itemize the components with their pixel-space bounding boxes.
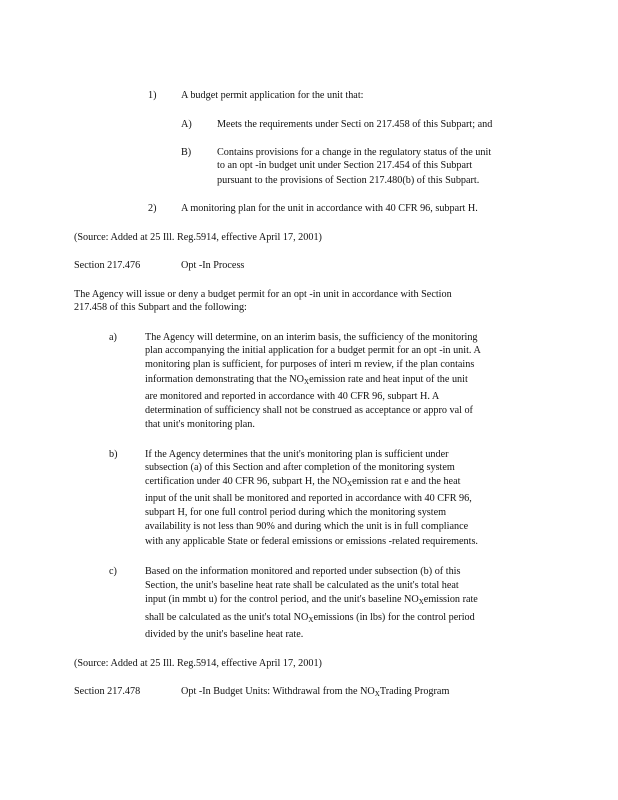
para-b-line-7: with any applicable State or federal emissions or emissions -related requirements.: [145, 536, 478, 547]
para-a-line-5: are monitored and reported in accordance with 40 CFR 96, subpart H. A: [145, 391, 440, 402]
para-b-line-5: subpart H, for one full control period during which the monitoring system: [145, 507, 447, 518]
item-1-text: A budget permit application for the unit that:: [181, 90, 364, 101]
para-b-line-4: input of the unit shall be monitored and reported in accordance with 40 CFR 96,: [145, 493, 472, 504]
para-a-number: a): [109, 332, 117, 343]
para-a-line-4: information demonstrating that the $NO_Xemission$ rate and heat input of the unit: [145, 374, 468, 386]
section-476-number: Section 217.476: [74, 260, 141, 271]
item-2-text: A monitoring plan for the unit in accordance with 40 CFR 96, subpart H.: [181, 203, 478, 214]
item-1b-number: B): [181, 147, 192, 158]
para-c-number: c): [109, 566, 117, 577]
para-b-line-6: availability is not less than 90% and during which the unit is in full compliance: [145, 521, 469, 532]
para-b-line-3: certification under 40 CFR 96, subpart H, the $NO_Xemission$ rat e and the heat: [145, 476, 461, 488]
para-b-line-1: If the Agency determines that the unit's monitoring plan is sufficient under: [145, 449, 449, 460]
section-478-title: Opt -In Budget Units: Withdrawal from the $NO_XTrading$ Program: [181, 686, 450, 698]
para-c-line-1: Based on the information monitored and reported under subsection (b) of this: [145, 566, 461, 577]
intro-line-1: The Agency will issue or deny a budget permit for an opt -in unit in accordance with Section: [74, 289, 452, 300]
para-c-line-5: divided by the unit's baseline heat rate.: [145, 629, 304, 640]
item-1a-text: Meets the requirements under Secti on 217.458 of this Subpart; and: [217, 119, 493, 130]
item-1b-line-3: pursuant to the provisions of Section 217.480(b) of this Subpart.: [217, 175, 480, 186]
para-a-line-2: plan accompanying the initial application for a budget permit for an opt -in unit. A: [145, 345, 481, 356]
section-478-number: Section 217.478: [74, 686, 141, 697]
source-note-2: (Source: Added at 25 Ill. Reg.5914, effective April 17, 2001): [74, 658, 322, 669]
item-1b-line-1: Contains provisions for a change in the regulatory status of the unit: [217, 147, 492, 158]
item-1b-line-2: to an opt -in budget unit under Section 217.454 of this Subpart: [217, 160, 473, 171]
para-a-line-1: The Agency will determine, on an interim basis, the sufficiency of the monitoring: [145, 332, 478, 343]
section-476-title: Opt -In Process: [181, 260, 245, 271]
para-c-line-2: Section, the unit's baseline heat rate shall be calculated as the unit's total heat: [145, 580, 459, 591]
source-note-1: (Source: Added at 25 Ill. Reg.5914, effective April 17, 2001): [74, 232, 322, 243]
para-c-line-3: input (in mmbt u) for the control period, and the unit's baseline $NO_Xemission$ rate: [145, 594, 478, 606]
item-1a-number: A): [181, 119, 192, 130]
para-b-line-2: subsection (a) of this Section and after completion of the monitoring system: [145, 462, 455, 473]
para-b-number: b): [109, 449, 118, 460]
para-a-line-7: that unit's monitoring plan.: [145, 419, 255, 430]
para-c-line-4: shall be calculated as the unit's total $NO_Xemissions$ (in lbs) for the control period: [145, 612, 475, 624]
intro-line-2: 217.458 of this Subpart and the following:: [74, 302, 247, 313]
para-a-line-3: monitoring plan is sufficient, for purposes of interi m review, if the plan contains: [145, 359, 475, 370]
item-1-number: 1): [148, 90, 157, 101]
item-2-number: 2): [148, 203, 157, 214]
para-a-line-6: determination of sufficiency shall not be construed as acceptance or appro val of: [145, 405, 473, 416]
